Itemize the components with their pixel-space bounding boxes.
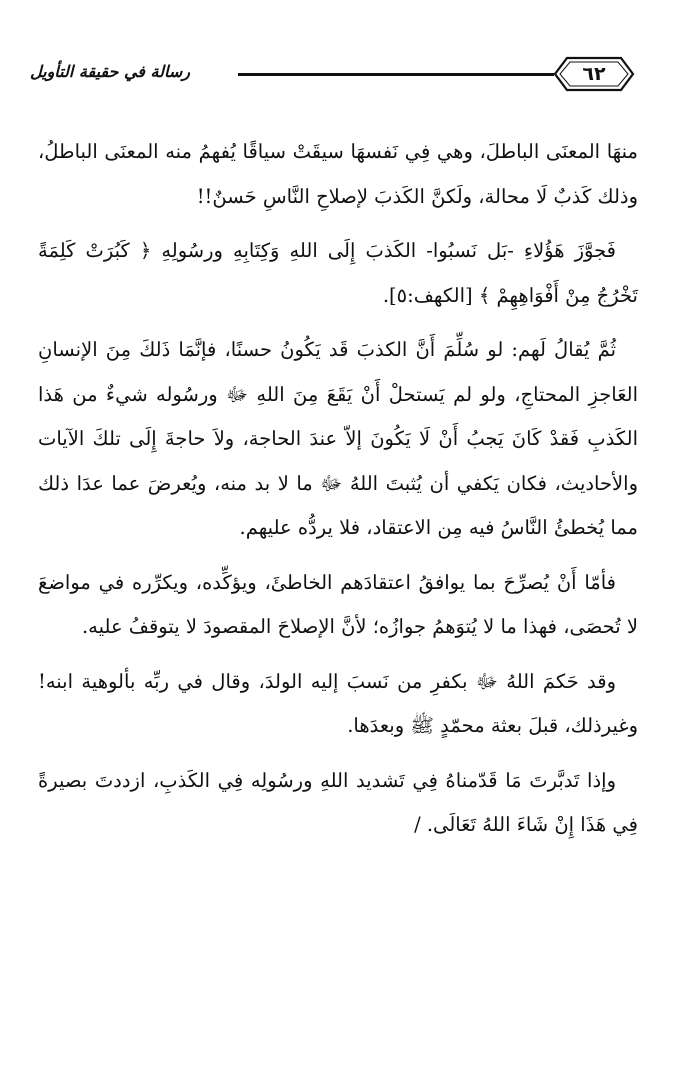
paragraph-3: ثُمَّ يُقالُ لَهم: لو سُلِّمَ أَنَّ الكذبَ قَد يَكُونُ حسنًا، فإنَّمَا ذَلكَ مِنَ الإنسانِ العَاجزِ المحتاجِ، ولو لم يَستحلْ أَنْ يَقَعَ مِنَ اللهِ ﷻ ورسُوله شيءٌ من هَذا الكَذبِ فَقدْ كَانَ يَجبُ أَنْ لَا يَكُونَ إلاّ عندَ الحاجة، ولاَ حاجةَ إِلَى تلكَ الآيات والأحاديث، فكان يَكفي أن يُثبتَ اللهُ ﷻ ما لا بد منه، ويُعرضَ عما عدَا ذلك مما يُخطئُ النَّاسُ فيه مِن الاعتقاد، فلا يردُّه عليهم. xyxy=(38,338,638,539)
paragraph-6: وإذا تَدبَّرتَ مَا قَدّمناهُ فِي تَشديد اللهِ ورسُولِه فِي الكَذبِ، ازددتَ بصيرةً فِي هَذَا إِنْ شَاءَ اللهُ تَعَالَى. / xyxy=(38,768,638,836)
paragraph-spacer xyxy=(38,551,638,561)
header-rule xyxy=(238,73,554,76)
page-number-frame xyxy=(553,56,635,92)
paragraph-5: وقد حَكمَ اللهُ ﷻ بكفرِ من نَسبَ إليه الولدَ، وقال في ربِّه بألوهية ابنه! وغيرذلك، قبلَ بعثة محمّدٍ ﷺ وبعدَها. xyxy=(38,669,638,737)
paragraph-1: منهَا المعنَى الباطلَ، وهي فِي نَفسهَا سيقَتْ سياقًا يُفهمُ منه المعنَى الباطلُ، وذلك كَذبٌ لَا محالة، ولَكنَّ الكَذبَ لإصلاحِ النَّاسِ حَسنٌ!! xyxy=(38,140,638,208)
paragraph-spacer xyxy=(38,219,638,229)
paragraph-spacer xyxy=(38,650,638,660)
paragraph-spacer xyxy=(38,318,638,328)
body-text xyxy=(38,130,638,848)
page-number: ٦٢ xyxy=(582,63,606,85)
page-header xyxy=(30,56,635,96)
paragraph-4: فأمّا أَنْ يُصرِّحَ بما يوافقُ اعتقادَهم الخاطئَ، ويؤكِّده، ويكرِّره في مواضعَ لا تُحصَى، فهذا ما لا يُتوَهمُ جوازُه؛ لأنَّ الإصلاحَ المقصودَ لا يتوقفُ عليه. xyxy=(38,570,638,638)
paragraph-2: فَجوَّزَ هَؤُلاءِ -بَل نَسبُوا- الكَذبَ إِلَى اللهِ وَكِتَابِهِ ورسُولِهِ ﴿ كَبُرَتْ كَلِمَةً تَخْرُجُ مِنْ أَفْوَاهِهِمْ ﴾ [الكهف:٥]. xyxy=(38,239,638,307)
paragraph-spacer xyxy=(38,749,638,759)
running-title: رسالة في حقيقة التأويل xyxy=(30,62,190,81)
